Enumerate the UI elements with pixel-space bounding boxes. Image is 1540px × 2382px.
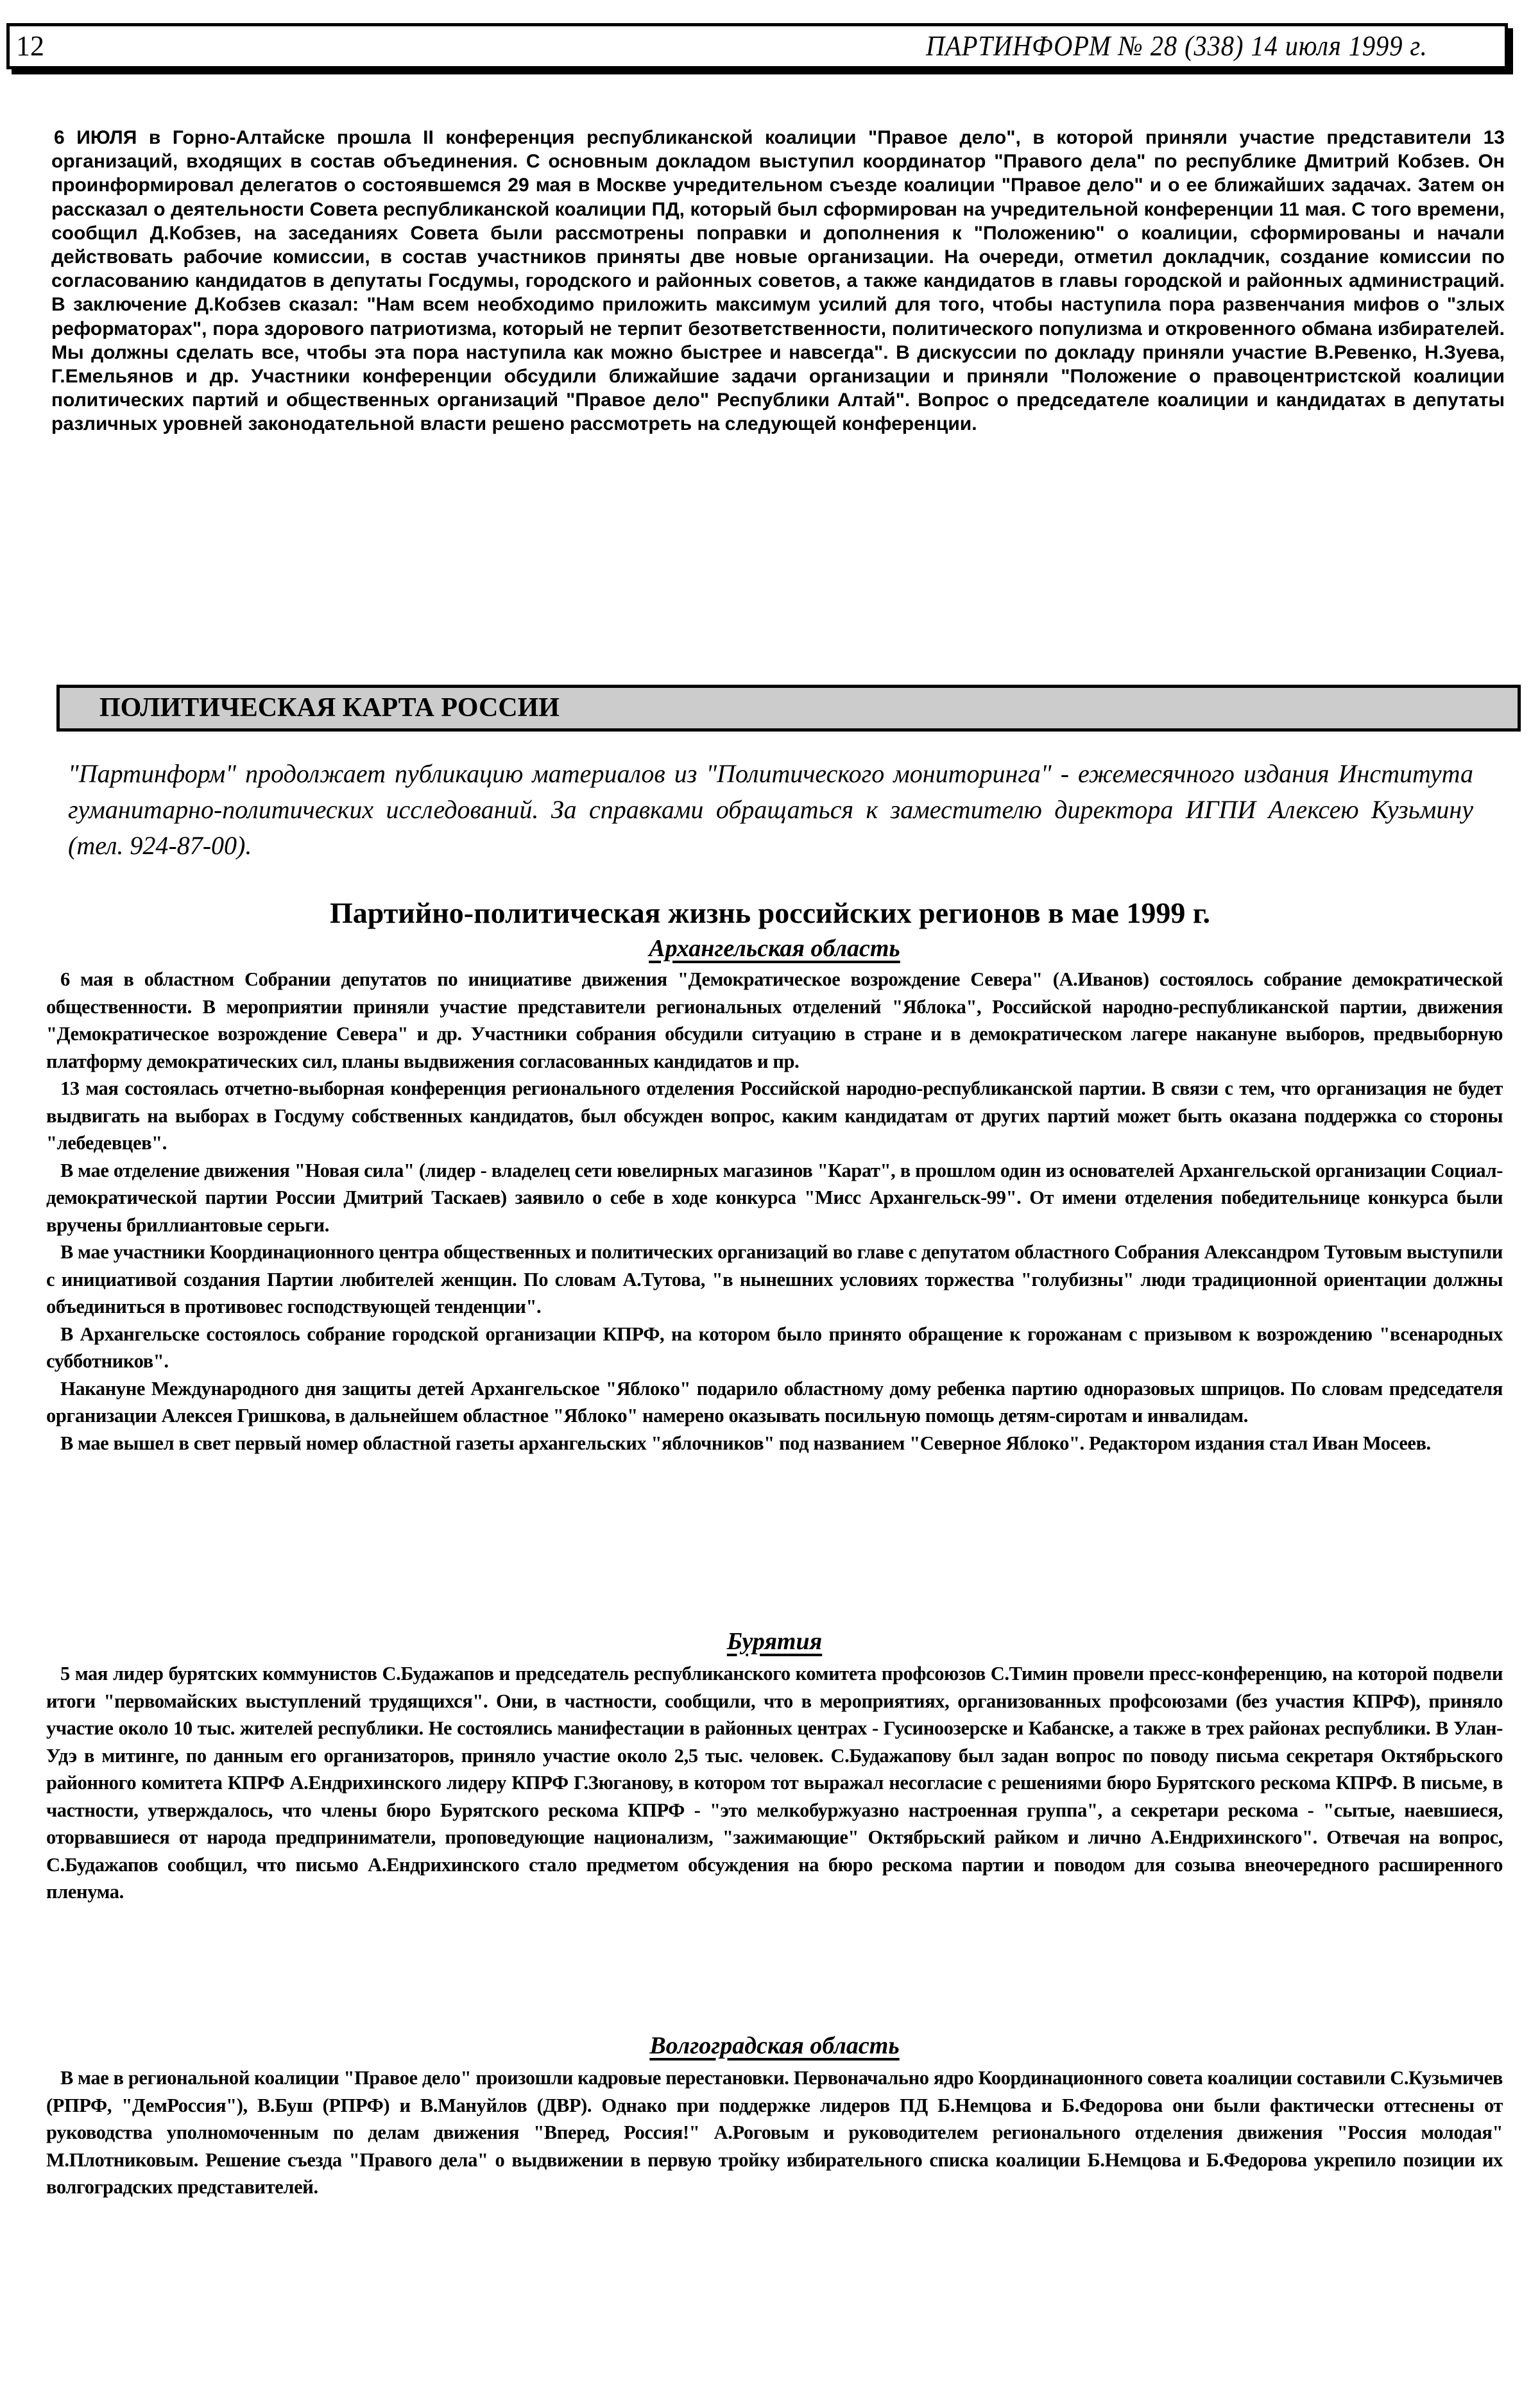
region-title-text: Архангельская область: [649, 935, 900, 962]
page-header: [6, 23, 1508, 69]
section-heading: ПОЛИТИЧЕСКАЯ КАРТА РОССИИ: [99, 693, 560, 723]
publication-title: ПАРТИНФОРМ № 28 (338) 14 июля 1999 г.: [926, 30, 1428, 62]
region-paragraph: Накануне Международного дня защиты детей Архангельское "Яблоко" подарило областному дому ребенка партию одноразовых шприцов. По словам председателя организации Алексея Гришкова, в дальнейшем областное "Яблоко" намерено оказывать посильную помощь детям-сиротам и инвалидам.: [46, 1377, 1503, 1427]
region-title: [46, 1627, 1503, 1656]
region-paragraph: В мае участники Координационного центра общественных и политических организаций во главе с депутатом областного Собрания Александром Тутовым выступили с инициативой создания Партии любителей женщин. По словам А.Тутова, "в нынешних условиях торжества "голубизны" люди традиционной ориентации должны объединиться в противовес господствующей тенденции".: [46, 1241, 1503, 1317]
lead-article: 6 ИЮЛЯ в Горно-Алтайске прошла II конференция республиканской коалиции "Правое дело", в которой приняли участие представители 13 организаций, входящих в состав объединения. С основным докладом выступил координатор "Правого дела" по республике Дмитрий Кобзев. Он проинформировал делегатов о состоявшемся 29 мая в Москве учредительном съезде коалиции "Правое дело" и о ее ближайших задачах. Затем он рассказал о деятельности Совета республиканской коалиции ПД, который был сформирован на учредительной конференции 11 мая. С того времени, сообщил Д.Кобзев, на заседаниях Совета были рассмотрены поправки и дополнения к "Положению" о коалиции, сформированы и начали действовать рабочие комиссии, в состав участников приняты две новые организации. На очереди, отметил докладчик, создание комиссии по согласованию кандидатов в депутаты Госдумы, городского и районных советов, а также кандидатов в главы городской и районных администраций. В заключение Д.Кобзев сказал: "Нам всем необходимо приложить максимум усилий для того, чтобы наступила пора развенчания мифов о "злых реформаторах", пора здорового патриотизма, который не терпит безответственности, политического популизма и откровенного обмана избирателей. Мы должны сделать все, чтобы эта пора наступила как можно быстрее и навсегда". В дискуссии по докладу приняли участие В.Ревенко, Н.Зуева, Г.Емельянов и др. Участники конференции обсудили ближайшие задачи организации и приняли "Положение о правоцентристской коалиции политических партий и общественных организаций "Правое дело" Республики Алтай". Вопрос о председателе коалиции и кандидатах в депутаты различных уровней законодательной власти решено рассмотреть на следующей конференции.: [51, 127, 1505, 435]
section-intro: "Партинформ" продолжает публикацию материалов из "Политического мониторинга" - ежемесячного издания Института гуманитарно-политических исследований. За справками обращаться к заместителю директора ИГПИ Алексею Кузьмину (тел. 924-87-00).: [68, 759, 1473, 860]
region-paragraph: 5 мая лидер бурятских коммунистов С.Будажапов и председатель республиканского комитета профсоюзов С.Тимин провели пресс-конференцию, на которой подвели итоги "первомайских выступлений трудящихся". Они, в частности, сообщили, что в мероприятиях, организованных профсоюзами (без участия КПРФ), приняло участие около 10 тыс. жителей республики. Не состоялись манифестации в районных центрах - Гусиноозерске и Кабанске, а также в трех районах республики. В Улан-Удэ в митинге, по данным его организаторов, приняло участие около 2,5 тыс. человек. С.Будажапову был задан вопрос по поводу письма секретаря Октябрьского районного комитета КПРФ А.Ендрихинского лидеру КПРФ Г.Зюганову, в котором тот выражал несогласие с решениями бюро Бурятского рескома КПРФ. В письме, в частности, утверждалось, что члены бюро Бурятского рескома КПРФ - "это мелкобуржуазно настроенная группа", а секретари рескома - "сытые, наевшиеся, оторвавшиеся от народа предприниматели, проповедующие национализм, "зажимающие" Октябрьский райком и лично А.Ендрихинского". Отвечая на вопрос, С.Будажапов сообщил, что письмо А.Ендрихинского стало предметом обсуждения на бюро рескома партии и поводом для созыва внеочередного расширенного пленума.: [46, 1663, 1503, 1903]
region-paragraph: В мае отделение движения "Новая сила" (лидер - владелец сети ювелирных магазинов "Карат", в прошлом один из основателей Архангельской организации Социал-демократической партии России Дмитрий Таскаев) заявило о себе в ходе конкурса "Мисс Архангельск-99". От имени отделения победительнице конкурса были вручены бриллиантовые серьги.: [46, 1159, 1503, 1236]
region-buryatia: [46, 1627, 1503, 1906]
section-heading-box: [56, 685, 1521, 732]
region-title-text: Бурятия: [726, 1628, 823, 1655]
region-arkhangelsk: [46, 934, 1503, 1457]
page-number: 12: [16, 30, 44, 62]
region-title: [46, 2031, 1503, 2061]
region-title-text: Волгоградская область: [649, 2032, 900, 2059]
region-paragraph: В Архангельске состоялось собрание городской организации КПРФ, на котором было принято обращение к горожанам с призывом к возрождению "всенародных субботников".: [46, 1323, 1503, 1372]
region-paragraph: 13 мая состоялась отчетно-выборная конференция регионального отделения Российской народно-республиканской партии. В связи с тем, что организация не будет выдвигать на выборах в Госдуму собственных кандидатов, был обсужден вопрос, каким кандидатам от других партий может быть оказана поддержка со стороны "лебедевцев".: [46, 1077, 1503, 1154]
article-title: Партийно-политическая жизнь российских регионов в мае 1999 г.: [329, 896, 1211, 929]
region-paragraph: В мае вышел в свет первый номер областной газеты архангельских "яблочников" под названием "Северное Яблоко". Редактором издания стал Иван Мосеев.: [60, 1432, 1431, 1454]
region-paragraph: 6 мая в областном Собрании депутатов по инициативе движения "Демократическое возрождение Севера" (А.Иванов) состоялось собрание демократической общественности. В мероприятии приняли участие представители региональных отделений "Яблока", Российской народно-республиканской партии, движения "Демократическое возрождение Севера" и др. Участники собрания обсудили ситуацию в стране и в демократическом лагере накануне выборов, предвыборную платформу демократических сил, планы выдвижения согласованных кандидатов и пр.: [46, 968, 1503, 1072]
region-paragraph: В мае в региональной коалиции "Правое дело" произошли кадровые перестановки. Первоначально ядро Координационного совета коалиции составили С.Кузьмичев (РПРФ, "ДемРоссия"), В.Буш (РПРФ) и В.Мануйлов (ДВР). Однако при поддержке лидеров ПД Б.Немцова и Б.Федорова они были фактически оттеснены от руководства уполномоченным по делам движения "Вперед, Россия!" А.Роговым и руководителем регионального отделения движения "Россия молодая" М.Плотниковым. Решение съезда "Правого дела" о выдвижении в первую тройку избирательного списка коалиции Б.Немцова и Б.Федорова укрепило позиции их волгоградских представителей.: [46, 2067, 1503, 2198]
region-volgograd: [46, 2031, 1503, 2201]
region-title: [46, 934, 1503, 963]
